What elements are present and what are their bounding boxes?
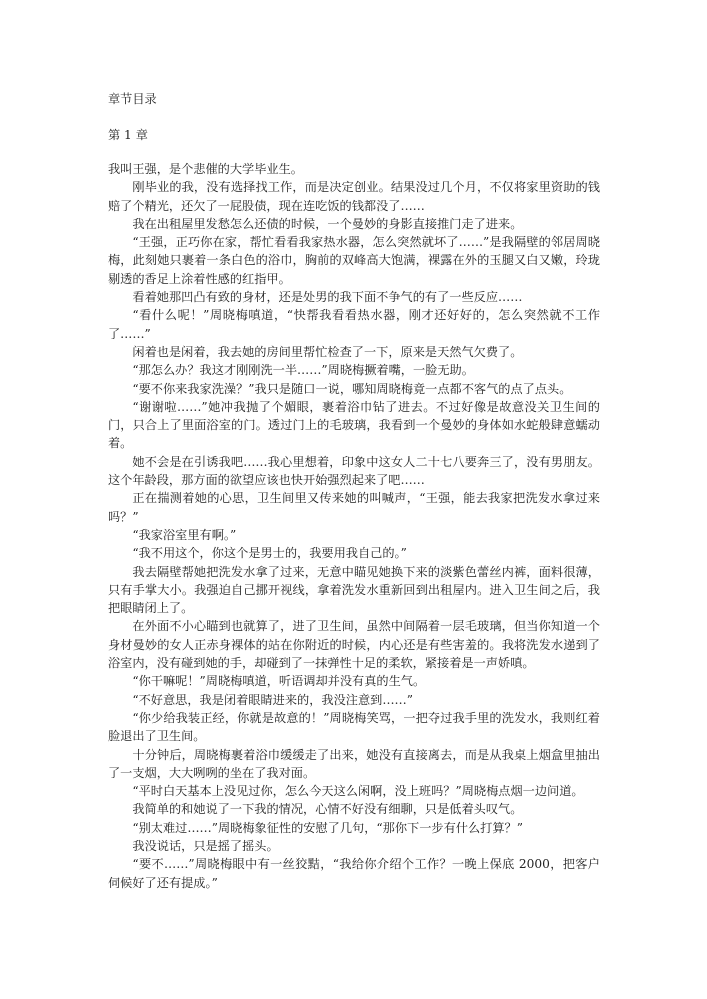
paragraph: 正在揣测着她的心思，卫生间里又传来她的叫喊声，“王强，能去我家把洗发水拿过来吗？” (108, 491, 600, 524)
paragraph: 她不会是在引诱我吧……我心里想着，印象中这女人二十七八要奔三了，没有男朋友。这个年龄段，那方面的欲望应该也快开始强烈起来了吧…… (108, 454, 600, 488)
paragraph: “要不……”周晓梅眼中有一丝狡黠，“我给你介绍个工作？一晚上保底 2000，把客户伺候好了还有提成。” (108, 857, 600, 890)
paragraph: “别太难过……”周晓梅象征性的安慰了几句，“那你下一步有什么打算？” (132, 820, 523, 835)
paragraph: 在外面不小心瞄到也就算了，进了卫生间，虽然中间隔着一层毛玻璃，但当你知道一个身材曼妙的女人正赤身裸体的站在你附近的时候，内心还是有些害羞的。我将洗发水递到了浴室内，没有碰到她的手，却碰到了一抹弹性十足的柔软，紧接着是一声娇嗔。 (108, 619, 600, 671)
paragraph: “我家浴室里有啊。” (132, 527, 237, 542)
chapter-body (108, 160, 600, 892)
paragraph: 我叫王强，是个悲催的大学毕业生。 (108, 162, 303, 176)
paragraph: 我去隔壁帮她把洗发水拿了过来，无意中瞄见她换下来的淡紫色蕾丝内裤，面料很薄，只有手掌大小。我强迫自己挪开视线，拿着洗发水重新回到出租屋内。进入卫生间之后，我把眼睛闭上了。 (108, 564, 600, 616)
paragraph: “谢谢啦……”她冲我抛了个媚眼，裹着浴巾钻了进去。不过好像是故意没关卫生间的门，只合上了里面浴室的门。透过门上的毛玻璃，我看到一个曼妙的身体如水蛇般肆意蠕动着。 (108, 399, 600, 451)
paragraph: “你干嘛呢！”周晓梅嗔道，听语调却并没有真的生气。 (132, 674, 426, 689)
paragraph: “平时白天基本上没见过你，怎么今天这么闲啊，没上班吗？”周晓梅点烟一边问道。 (132, 784, 584, 799)
paragraph: 闲着也是闲着，我去她的房间里帮忙检查了一下，原来是天然气欠费了。 (132, 344, 523, 359)
paragraph: 我简单的和她说了一下我的情况，心情不好没有细聊，只是低着头叹气。 (132, 802, 523, 817)
paragraph: “要不你来我家洗澡？”我只是随口一说，哪知周晓梅竟一点都不客气的点了点头。 (132, 381, 572, 396)
paragraph: “我不用这个，你这个是男士的，我要用我自己的。” (132, 546, 407, 561)
paragraph: 刚毕业的我，没有选择找工作，而是决定创业。结果没过几个月，不仅将家里资助的钱赔了个精光，还欠了一屁股债，现在连吃饭的钱都没了…… (108, 180, 600, 213)
paragraph: “看什么呢！”周晓梅嗔道，“快帮我看看热水器，刚才还好好的，怎么突然就不工作了……” (108, 308, 600, 341)
paragraph: 我在出租屋里发愁怎么还债的时候，一个曼妙的身影直接推门走了进来。 (132, 216, 523, 231)
paragraph: “不好意思，我是闭着眼睛进来的，我没注意到……” (132, 692, 413, 707)
paragraph: 十分钟后，周晓梅裹着浴巾缓缓走了出来，她没有直接离去，而是从我桌上烟盒里抽出了一支烟，大大咧咧的坐在了我对面。 (108, 747, 600, 780)
paragraph: “那怎么办？我这才刚刚洗一半……”周晓梅撅着嘴，一脸无助。 (132, 363, 474, 378)
paragraph: “你少给我装正经，你就是故意的！”周晓梅笑骂，一把夺过我手里的洗发水，我则红着脸退出了卫生间。 (108, 710, 600, 744)
toc-title[interactable]: 章节目录 (108, 92, 157, 106)
paragraph: “王强，正巧你在家，帮忙看看我家热水器，怎么突然就坏了……”是我隔壁的邻居周晓梅，此刻她只裹着一条白色的浴巾，胸前的双峰高大饱满，裸露在外的玉腿又白又嫩，玲珑剔透的香足上涂着性感的红指甲。 (108, 235, 600, 286)
paragraph: 我没说话，只是摇了摇头。 (132, 838, 279, 853)
paragraph: 看着她那凹凸有致的身材，还是处男的我下面不争气的有了一些反应…… (132, 290, 523, 305)
chapter-title: 第 1 章 (108, 128, 148, 142)
